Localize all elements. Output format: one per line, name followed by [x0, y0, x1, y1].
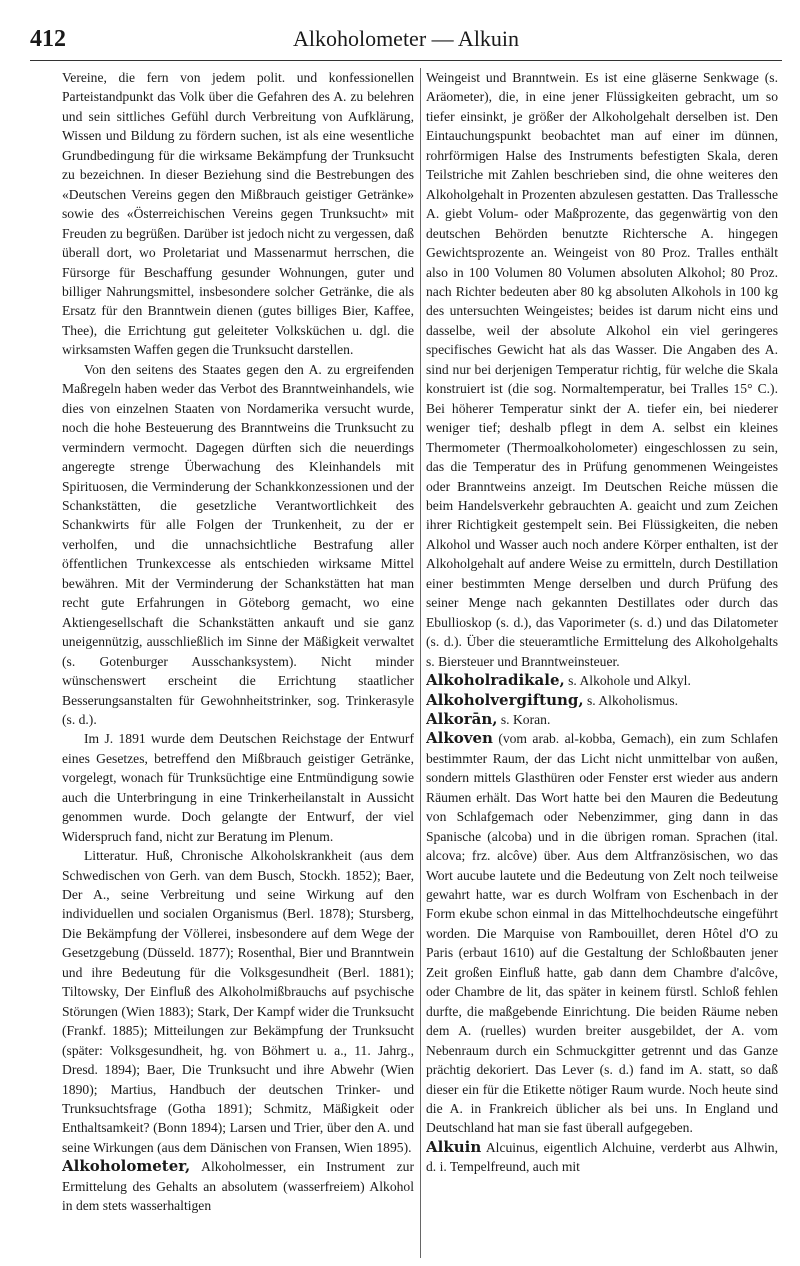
entry-text: (vom arab. al-kobba, Gemach), ein zum Schlafen bestimmter Raum, der das Licht nicht unmittelbar von außen, sondern mittels Glasthüren oder Fenster erst wieder aus andern Räumen erhält. Das Wort hatte bei den Mauren die Bedeutung von Schlafgemach oder Nebenzimmer, ging dann in das Spanische (alcoba) und in die übrigen roman. Sprachen (ital. alcova; frz. alcôve) über. Aus dem Altfranzösischen, wo das Wort aucube lautete und die Bedeutung von Zelt noch teilweise gewahrt hatte, war es durch Wolfram von Eschenbach in der Form ekube schon einmal in das Mittelhochdeutsche eingeführt worden. Die Marquise von Rambouillet, deren Hôtel d'O zu Paris (erbaut 1610) auf die Gestaltung der Schloßbauten jener Zeit großen Einfluß hatte, gab dann dem Chambre d'alcôve, oder Chambre de lit, das später in keinem fürstl. Schloß fehlen durfte, die maßgebende Einrichtung. Die beiden Räume neben dem A. (ruelles) wurden breiter ausgebildet, der A. vom Nebenraum durch ein Schmuckgitter getrennt und das Ganze prächtig dekoriert. Das Lever (s. d.) fand im A. statt, so daß dieser ein für die Etikette nötiger Raum wurde. Noch heute sind die A. in Frankreich üblicher als bei uns. In England und Deutschland hat man sie fast überall aufgegeben.: [426, 731, 778, 1136]
paragraph: Vereine, die fern von jedem polit. und konfessionellen Parteistandpunkt das Volk über die Gefahren des A. zu belehren und sein sittliches Gefühl durch Verbreitung von Aufklärung, Wissen und Bildung zu fördern suchen, ist als eine wesentliche Grundbedingung für die wirksame Bekämpfung der Trunksucht zu bezeichnen. In dieser Beziehung sind die Bestrebungen des «Deutschen Vereins gegen den Mißbrauch geistiger Getränke» sowie des «Österreichischen Vereins gegen Trunksucht» mit Freuden zu begrüßen. Darüber ist jedoch nicht zu vergessen, daß überall dort, wo Proletariat und Massenarmut herrschen, die Fürsorge für Beschaffung gesunder Wohnungen, guter und billiger Nahrungsmittel, insbesondere solcher Getränke, die als Ersatz für den Branntwein dienen (gutes billiges Bier, Kaffee, Thee), die Errichtung gut geleiteter Volksküchen u. dgl. die wirksamsten Waffen gegen die Trunksucht darstellen.: [62, 70, 414, 358]
paragraph: Im J. 1891 wurde dem Deutschen Reichstage der Entwurf eines Gesetzes, betreffend den Mißbrauch geistiger Getränke, vorgelegt, wonach für Trunksüchtige eine Entmündigung sowie auch die Unterbringung in eine Trinkerheilanstalt in Aussicht genommen wurde. Doch gelangte der Entwurf, der viel Widerspruch fand, nicht zur Beratung im Plenum.: [62, 731, 414, 844]
entry-text: Alkoholmesser, ein Instrument zur Ermittelung des Gehalts an absolutem (wasserfreiem) Alkohol in dem stets wasserhaltigen: [62, 1159, 414, 1214]
paragraph: Weingeist und Branntwein. Es ist eine gläserne Senkwage (s. Aräometer), die, in eine jener Flüssigkeiten gebracht, um so tiefer einsinkt, je größer der Alkoholgehalt derselben ist. Den Eintauchungspunkt beobachtet man auf einer im dünnen, rohrförmigen Halse des Instruments befestigten Skala, deren Teilstriche mit Zahlen beschrieben sind, die ohne weiteres den Alkoholgehalt in Prozenten abzulesen gestatten. Das Trallessche A. giebt Volum- oder Maßprozente, das gegenwärtig von den deutschen Behörden benutzte Richtersche A. hingegen Gewichtsprozente an. Weingeist von 80 Proz. Tralles enthält also in 100 Volumen 80 Volumen absoluten Alkohol; 80 Proz. nach Richter bedeuten aber 80 kg absoluten Alkohols in 100 kg des untersuchten Weingeistes; beides ist darum nicht eins und dasselbe, weil der absolute Alkohol ein viel geringeres specifisches Gewicht hat als das Wasser. Die Angaben des A. sind nur bei derjenigen Temperatur richtig, für welche die Skala konstruiert ist (die sog. Normaltemperatur, bei Tralles 15° C.). Bei höherer Temperatur sinkt der A. tiefer ein, bei niederer weniger tief; deshalb pflegt in dem A. selbst ein kleines Thermometer (Thermoalkoholometer) eingeschlossen zu sein, das die Temperatur des in Prüfung genommenen Weingeistes oder Branntweins anzeigt. Im Deutschen Reiche müssen die beim Handelsverkehr gebrauchten A. geaicht und zum Zeichen ihrer Richtigkeit gestempelt sein. Bei Flüssigkeiten, die neben Alkohol und Wasser auch noch andere Körper enthalten, ist der Alkoholgehalt auf andere Weise zu ermitteln, durch Destillation einer bestimmten Menge derselben und durch Prüfung des seiner Menge nach gekannten Destillates oder durch das Ebullioskop (s. d.), das Vaporimeter (s. d.) und das Dilatometer (s. d.). Über die steueramtliche Ermittelung des Alkoholgehalts s. Biersteuer und Branntweinsteuer.: [426, 70, 778, 669]
column-divider: [420, 68, 421, 1258]
entry-alkoholvergiftung: [426, 691, 778, 710]
entry-lemma: Alkoven: [426, 729, 493, 748]
entry-alkoven: [426, 729, 778, 1138]
page-number: 412: [30, 26, 66, 52]
entry-alkoholometer: [62, 1157, 414, 1215]
left-column: [62, 68, 414, 1258]
header-rule: [30, 60, 782, 61]
paragraph: Litteratur. Huß, Chronische Alkoholskrankheit (aus dem Schwedischen von Gerh. van dem Busch, Stockh. 1852); Baer, Der A., seine Verbreitung und seine Wirkung auf den individuellen und socialen Organismus (Berl. 1878); Stursberg, Die Bekämpfung der Völlerei, insbesondere auf dem Wege der Gesetzgebung (Düsseld. 1877); Rosenthal, Bier und Branntwein und ihre Bedeutung für die Volksgesundheit (Berl. 1881); Tiltowsky, Der Einfluß des Alkoholmißbrauchs auf psychische Störungen (Wien 1883); Stark, Der Kampf wider die Trunksucht (Frankf. 1885); Mitteilungen zur Bekämpfung der Trunksucht (später: Volksgesundheit, hg. von Böhmert u. a., 11. Jahrg., Dresd. 1894); Baer, Die Trunksucht und ihre Abwehr (Wien 1890); Martius, Handbuch der deutschen Trinker- und Trunksuchtsfrage (Gotha 1891); Schmitz, Mäßigkeit oder Enthaltsamkeit? (Bonn 1894); Larsen und Trier, über den A. und seine Wirkungen (aus dem Dänischen von Fransen, Wien 1895).: [62, 848, 414, 1155]
entry-text: s. Alkohole und Alkyl.: [564, 673, 691, 689]
entry-text: Alcuinus, eigentlich Alchuine, verderbt aus Alhwin, d. i. Tempelfreund, auch mit: [426, 1139, 778, 1175]
entry-text: s. Koran.: [497, 711, 551, 727]
running-head: Alkoholometer — Alkuin: [292, 26, 520, 51]
entry-alkuin: [426, 1138, 778, 1177]
entry-alkoholradikale: [426, 671, 778, 690]
entry-lemma: Alkuin: [426, 1137, 482, 1156]
entry-lemma: Alkorān,: [426, 709, 498, 728]
page-header: [30, 22, 782, 56]
entry-lemma: Alkoholometer,: [62, 1157, 191, 1176]
right-column: [426, 68, 778, 1258]
entry-text: s. Alkoholismus.: [583, 692, 679, 708]
entry-lemma: Alkoholvergiftung,: [426, 690, 584, 709]
paragraph: Von den seitens des Staates gegen den A. zu ergreifenden Maßregeln haben weder das Verbot des Branntweinhandels, wie dies von einzelnen Staaten von Nordamerika versucht wurde, noch die hohe Besteuerung des Branntweins die Trunksucht zu vermindern vermocht. Dagegen dürften sich die neuerdings angeregte strenge Überwachung des Kleinhandels mit Spirituosen, die Verminderung der Schankkonzessionen und der Schankstätten, die gesetzliche Verantwortlichkeit des Schankwirts für alle Folgen der Trunkenheit, zu der er verholfen, und die unnachsichtliche Bestrafung aller öffentlichen Trunkexcesse als entschieden wirksame Mittel bewähren. Mit der Verminderung der Schankstätten hat man recht gute Erfahrungen in Göteborg gemacht, wo eine Aktiengesellschaft die Schankstätten ankauft und sie ganz uneigennützig, ausschließlich im Sinne der Mäßigkeit verwaltet (s. Gotenburger Ausschanksystem). Nicht minder wünschenswert erscheint die Errichtung staatlicher Besserungsanstalten für Gewohnheitstrinker, sog. Trinkerasyle (s. d.).: [62, 361, 414, 727]
entry-lemma: Alkoholradikale,: [426, 671, 565, 690]
entry-alkoran: [426, 710, 778, 729]
